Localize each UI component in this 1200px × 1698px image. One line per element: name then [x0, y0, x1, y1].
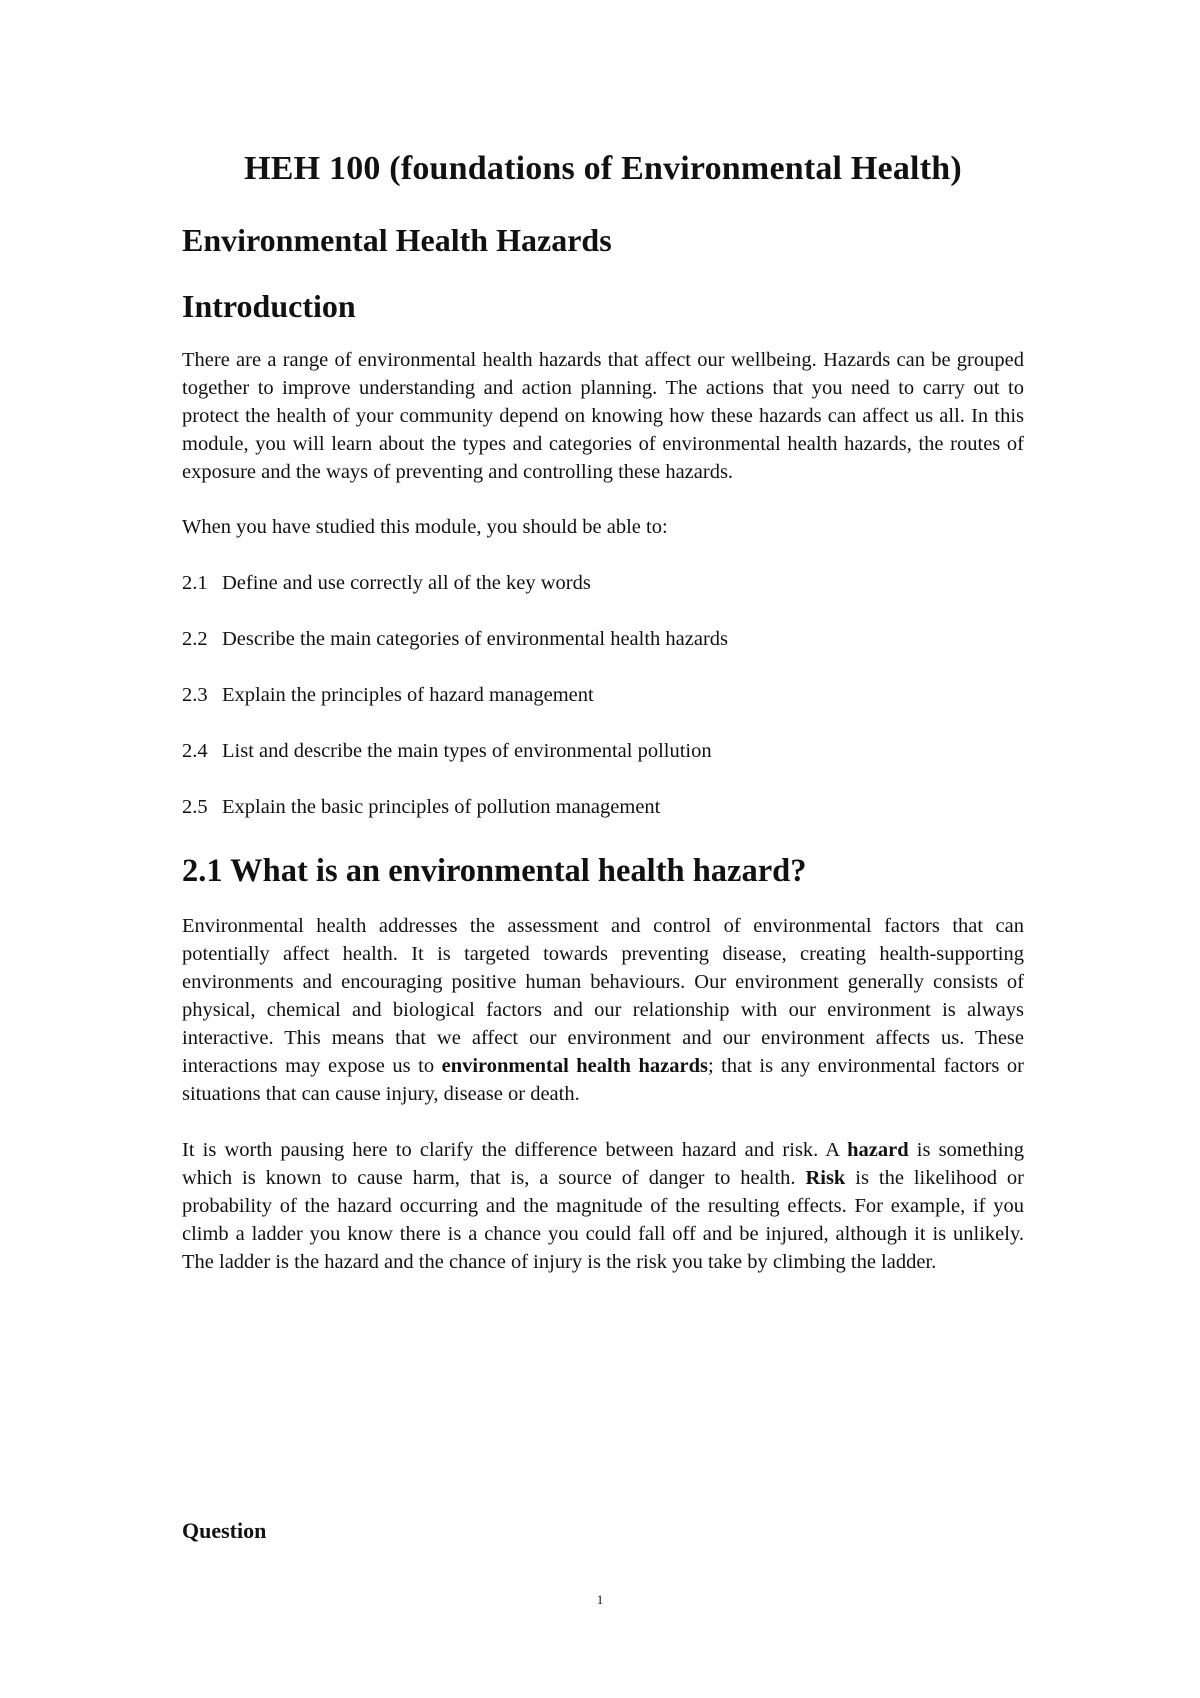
learning-objectives-list [182, 569, 1024, 821]
objective-text: Explain the principles of hazard management [222, 684, 594, 706]
document-body [182, 148, 1024, 1276]
section-paragraph-hazard-risk [182, 1136, 1024, 1276]
introduction-heading: Introduction [182, 288, 356, 324]
key-term-environmental-health-hazards: environmental health hazards [441, 1055, 708, 1077]
objective-item [182, 793, 1024, 821]
objective-text: Define and use correctly all of the key words [222, 572, 591, 594]
hazard-risk-text-middle: is something which is known to cause harm, that is, a source of danger to health. [182, 1139, 1024, 1189]
section-heading: 2.1 What is an environmental health hazard? [182, 853, 807, 889]
objective-number: 2.2 [182, 628, 208, 650]
document-title: HEH 100 (foundations of Environmental Health) [244, 150, 962, 187]
key-term-risk: Risk [805, 1167, 846, 1189]
introduction-paragraph: There are a range of environmental health hazards that affect our wellbeing. Hazards can be grouped together to improve understanding and action planning. The actions that you need to carry out to protect the health of your community depend on knowing how these hazards can affect us all. In this module, you will learn about the types and categories of environmental health hazards, the routes of exposure and the ways of preventing and controlling these hazards. [182, 349, 1024, 483]
page-number: 1 [596, 1592, 604, 1607]
objective-item [182, 737, 1024, 765]
objective-number: 2.3 [182, 684, 208, 706]
hazard-risk-text-start: It is worth pausing here to clarify the difference between hazard and risk. A [182, 1139, 848, 1161]
objective-text: Explain the basic principles of pollution management [222, 796, 661, 818]
objective-number: 2.5 [182, 796, 208, 818]
key-term-hazard: hazard [847, 1139, 909, 1161]
objective-number: 2.1 [182, 572, 208, 594]
objective-item [182, 625, 1024, 653]
objectives-lead: When you have studied this module, you should be able to: [182, 516, 668, 538]
objective-item [182, 569, 1024, 597]
hazard-risk-text-end: is the likelihood or probability of the hazard occurring and the magnitude of the resulting effects. For example, if you climb a ladder you know there is a chance you could fall off and be injured, although it is unlikely. The ladder is the hazard and the chance of injury is the risk you take by climbing the ladder. [182, 1167, 1024, 1273]
objective-item [182, 681, 1024, 709]
definition-text-end: ; that is any environmental factors or situations that can cause injury, disease or death. [182, 1055, 1024, 1105]
definition-text-start: Environmental health addresses the assessment and control of environmental factors that can potentially affect health. It is targeted towards preventing disease, creating health-supporting environments and encouraging positive human behaviours. Our environment generally consists of physical, chemical and biological factors and our relationship with our environment is always interactive. This means that we affect our environment and our environment affects us. These interactions may expose us to [182, 915, 1024, 1077]
document-subtitle: Environmental Health Hazards [182, 222, 612, 258]
question-heading: Question [182, 1518, 267, 1543]
section-paragraph-definition [182, 912, 1024, 1108]
objective-text: Describe the main categories of environmental health hazards [222, 628, 729, 650]
objective-text: List and describe the main types of environmental pollution [222, 740, 712, 762]
objective-number: 2.4 [182, 740, 208, 762]
